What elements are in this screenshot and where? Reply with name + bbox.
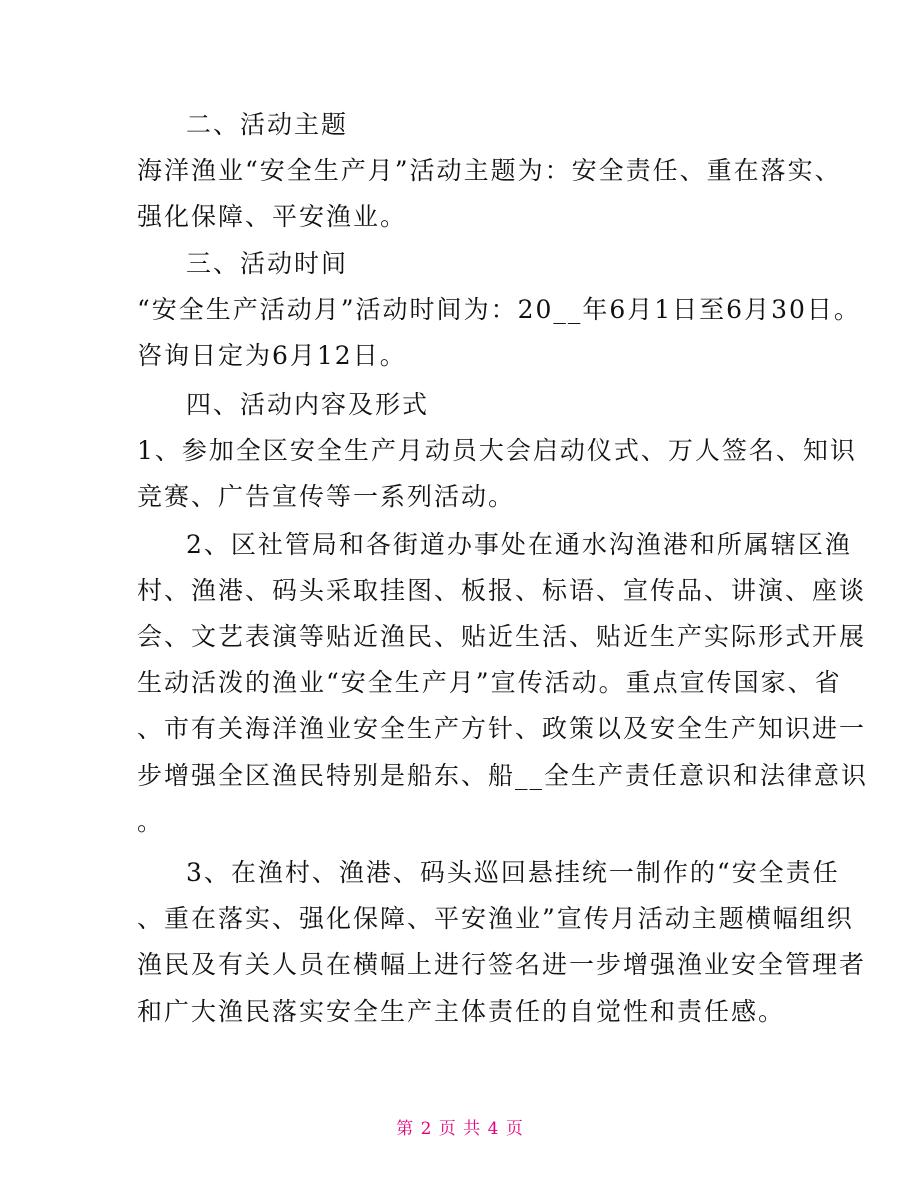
page-number-footer: 第 2 页 共 4 页 (396, 1119, 524, 1139)
paragraph-line: 和广大渔民落实安全生产主体责任的自觉性和责任感。 (137, 997, 786, 1026)
paragraph-line: 海洋渔业“安全生产月”活动主题为：安全责任、重在落实、 (137, 156, 842, 185)
paragraph-line: 3、在渔村、渔港、码头巡回悬挂统一制作的“安全责任 (186, 858, 840, 887)
paragraph-line: 1、参加全区安全生产月动员大会启动仪式、万人签名、知识 (137, 436, 857, 465)
paragraph-line: “安全生产活动月”活动时间为：20__年6月1日至6月30日。 (137, 295, 861, 324)
paragraph-line: 咨询日定为6月12日。 (137, 341, 407, 370)
paragraph-line: 、市有关海洋渔业安全生产方针、政策以及安全生产知识进一 (137, 714, 867, 743)
paragraph-line: 竞赛、广告宣传等一系列活动。 (137, 482, 516, 511)
paragraph-line: 。 (137, 807, 165, 836)
paragraph-line: 步增强全区渔民特别是船东、船__全生产责任意识和法律意识 (137, 761, 869, 790)
paragraph-line: 渔民及有关人员在横幅上进行签名进一步增强渔业安全管理者 (137, 950, 867, 979)
heading-activity-content: 四、活动内容及形式 (186, 390, 430, 419)
heading-activity-theme: 二、活动主题 (186, 110, 349, 139)
paragraph-line: 、重在落实、强化保障、平安渔业”宣传月活动主题横幅组织 (137, 904, 854, 933)
paragraph-line: 生动活泼的渔业“安全生产月”宣传活动。重点宣传国家、省 (137, 668, 842, 697)
heading-activity-time: 三、活动时间 (186, 249, 349, 278)
paragraph-line: 强化保障、平安渔业。 (137, 202, 408, 231)
paragraph-line: 会、文艺表演等贴近渔民、贴近生活、贴近生产实际形式开展 (137, 622, 867, 651)
paragraph-line: 2、区社管局和各街道办事处在通水沟渔港和所属辖区渔 (186, 530, 852, 559)
paragraph-line: 村、渔港、码头采取挂图、板报、标语、宣传品、讲演、座谈 (137, 576, 867, 605)
